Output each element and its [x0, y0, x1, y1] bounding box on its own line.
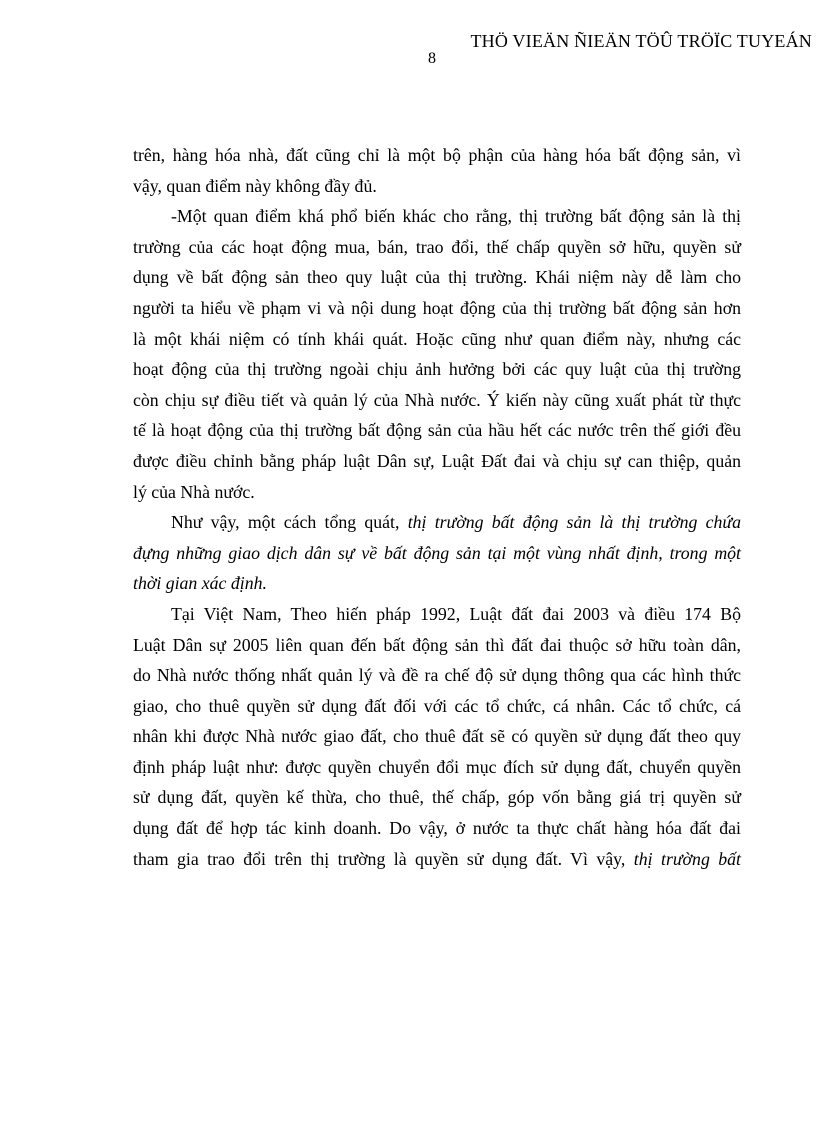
running-header: THÖ VIEÄN ÑIEÄN TÖÛ TRÖÏC TUYEÁN: [470, 31, 812, 51]
text-line: giao, cho thuê quyền sử dụng đất đối với các tổ chức, cá nhân. Các tổ chức, cá: [133, 695, 741, 716]
text-line: tham gia trao đổi trên thị trường là quyền sử dụng đất. Vì vậy, thị trường bất: [133, 848, 741, 869]
document-body: [133, 140, 741, 874]
text-line: dụng về bất động sản theo quy luật của thị trường. Khái niệm này dễ làm cho: [133, 267, 741, 288]
text-line: thời gian xác định.: [133, 573, 267, 594]
text-line: dụng đất để hợp tác kinh doanh. Do vậy, ở nước ta thực chất hàng hóa đất đai: [133, 818, 741, 839]
text-line: sử dụng đất, quyền kế thừa, cho thuê, thế chấp, góp vốn bằng giá trị quyền sử: [133, 787, 741, 808]
text-line: định pháp luật như: được quyền chuyển đổi mục đích sử dụng đất, chuyển quyền: [133, 756, 741, 777]
text-line: đựng những giao dịch dân sự về bất động sản tại một vùng nhất định, trong một: [133, 542, 741, 563]
text-line: lý của Nhà nước.: [133, 481, 255, 502]
page-number: 8: [428, 50, 436, 67]
text-line: trường của các hoạt động mua, bán, trao đổi, thế chấp quyền sở hữu, quyền sử: [133, 236, 741, 257]
text-line: là một khái niệm có tính khái quát. Hoặc cũng như quan điểm này, nhưng các: [133, 328, 741, 349]
text-line: còn chịu sự điều tiết và quản lý của Nhà nước. Ý kiến này cũng xuất phát từ thực: [133, 389, 741, 410]
text-line: tế là hoạt động của thị trường bất động sản của hầu hết các nước trên thế giới đều: [133, 420, 741, 441]
text-line: trên, hàng hóa nhà, đất cũng chỉ là một bộ phận của hàng hóa bất động sản, vì: [133, 145, 741, 165]
text-line: được điều chỉnh bằng pháp luật Dân sự, Luật Đất đai và chịu sự can thiệp, quản: [133, 450, 741, 471]
text-line: hoạt động của thị trường ngoài chịu ảnh hưởng bởi các quy luật của thị trường: [133, 359, 741, 380]
text-line: Tại Việt Nam, Theo hiến pháp 1992, Luật đất đai 2003 và điều 174 Bộ: [171, 603, 741, 624]
text-line: do Nhà nước thống nhất quản lý và đề ra chế độ sử dụng thông qua các hình thức: [133, 665, 741, 686]
text-line: Luật Dân sự 2005 liên quan đến bất động sản thì đất đai thuộc sở hữu toàn dân,: [133, 634, 741, 655]
text-line: người ta hiểu về phạm vi và nội dung hoạt động của thị trường bất động sản hơn: [133, 297, 741, 318]
text-line: vậy, quan điểm này không đầy đủ.: [133, 175, 377, 196]
text-line: -Một quan điểm khá phổ biến khác cho rằng, thị trường bất động sản là thị: [171, 206, 741, 227]
text-line: nhân khi được Nhà nước giao đất, cho thuê đất sẽ có quyền sử dụng đất theo quy: [133, 726, 741, 747]
text-line: Như vậy, một cách tổng quát, thị trường bất động sản là thị trường chứa: [171, 512, 742, 533]
